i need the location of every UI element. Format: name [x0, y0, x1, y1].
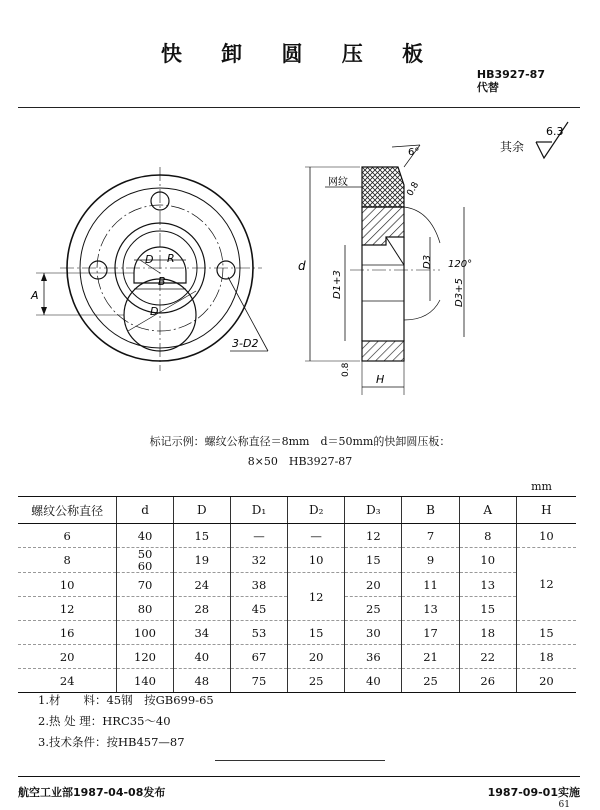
- technical-drawing: [0, 125, 600, 425]
- header-D: D: [173, 497, 230, 524]
- label-front-D-lower: D: [150, 305, 159, 318]
- cell-thread: 10: [18, 573, 117, 597]
- label-roughness-08: 0.8: [341, 362, 351, 377]
- cell-D1: 32: [230, 548, 287, 573]
- section-hatch-upper: [362, 207, 404, 245]
- front-view: [30, 167, 268, 371]
- cell-D3: 25: [345, 597, 402, 621]
- header-D2: D₂: [288, 497, 345, 524]
- cell-D3: 40: [345, 669, 402, 693]
- label-H: H: [376, 373, 385, 386]
- cell-H: 12: [516, 548, 576, 621]
- cell-d-value: 60: [137, 559, 153, 573]
- cell-D1: 53: [230, 621, 287, 645]
- cell-d-value: 50: [137, 547, 153, 561]
- table-row: [18, 645, 576, 669]
- cell-B: 25: [402, 669, 459, 693]
- note-heat-treatment: 2.热 处 理：HRC35～40: [38, 714, 171, 728]
- surface-roughness-text: 其余: [500, 140, 525, 154]
- cell-D3: 30: [345, 621, 402, 645]
- label-front-A: A: [31, 289, 39, 302]
- cell-thread: 20: [18, 645, 117, 669]
- table-row: [18, 548, 576, 573]
- cell-D2: 25: [288, 669, 345, 693]
- cell-A: 22: [459, 645, 516, 669]
- cell-D1: 75: [230, 669, 287, 693]
- cell-thread: 8: [18, 548, 117, 573]
- section-hatch-lower: [362, 341, 404, 361]
- cell-A: 10: [459, 548, 516, 573]
- technical-notes: [38, 690, 214, 753]
- marking-example-line1: 标记示例：螺纹公称直径＝8mm d＝50mm的快卸圆压板：: [149, 435, 451, 448]
- cell-D1: 67: [230, 645, 287, 669]
- table-header-row: [18, 497, 576, 524]
- marking-example-line2: 8×50 HB3927-87: [247, 455, 353, 468]
- cell-A: 8: [459, 524, 516, 548]
- header-A: A: [459, 497, 516, 524]
- cell-D: 40: [173, 645, 230, 669]
- table-row: [18, 573, 576, 597]
- notes-end-rule: [215, 760, 385, 761]
- cell-D3: 12: [345, 524, 402, 548]
- page-title: 快 卸 圆 压 板: [160, 42, 440, 66]
- cell-D1: —: [230, 524, 287, 548]
- cell-B: 7: [402, 524, 459, 548]
- cell-H: 10: [516, 524, 576, 548]
- cell-D2: 10: [288, 548, 345, 573]
- cell-D: 15: [173, 524, 230, 548]
- cell-H: 20: [516, 669, 576, 693]
- knurl-region: [362, 167, 404, 207]
- cell-A: 13: [459, 573, 516, 597]
- cell-d: 70: [117, 573, 173, 597]
- cell-d: 100: [117, 621, 173, 645]
- header-D1: D₁: [230, 497, 287, 524]
- cell-D: 28: [173, 597, 230, 621]
- cell-d: [117, 548, 173, 573]
- label-knurl: 网纹: [328, 177, 348, 188]
- label-chamfer: 0.8: [405, 180, 422, 198]
- label-front-R: R: [167, 252, 175, 265]
- table-row: [18, 621, 576, 645]
- note-tech-conditions: 3.技术条件：按HB457—87: [38, 735, 185, 749]
- label-120: 120°: [448, 259, 473, 270]
- cell-D2: —: [288, 524, 345, 548]
- cell-D3: 20: [345, 573, 402, 597]
- label-front-3D2: 3-D2: [232, 337, 259, 350]
- cell-A: 26: [459, 669, 516, 693]
- cell-D3: 36: [345, 645, 402, 669]
- cell-B: 9: [402, 548, 459, 573]
- cell-D3: 15: [345, 548, 402, 573]
- effective-date: 1987-09-01实施: [487, 786, 580, 799]
- cell-thread: 6: [18, 524, 117, 548]
- cell-D1: 45: [230, 597, 287, 621]
- header-H: H: [516, 497, 576, 524]
- cell-D2: 20: [288, 645, 345, 669]
- cell-A: 18: [459, 621, 516, 645]
- cell-D2: 12: [288, 573, 345, 621]
- bolt-hole-right: [217, 261, 235, 279]
- unit-label: mm: [531, 480, 552, 493]
- cell-D2: 15: [288, 621, 345, 645]
- issue-date: 航空工业部1987-04-08发布: [18, 786, 166, 799]
- side-view: [298, 145, 472, 395]
- cell-D: 48: [173, 669, 230, 693]
- label-D3: D3: [422, 254, 433, 269]
- cell-B: 13: [402, 597, 459, 621]
- cell-D: 24: [173, 573, 230, 597]
- spec-table: [18, 496, 576, 693]
- cell-H: 18: [516, 645, 576, 669]
- roughness-value: 6.3: [546, 125, 564, 138]
- note-material: 1.材 料：45钢 按GB699-65: [38, 693, 214, 707]
- cell-H: 15: [516, 621, 576, 645]
- table-row: [18, 669, 576, 693]
- cell-D: 19: [173, 548, 230, 573]
- cell-B: 11: [402, 573, 459, 597]
- header-d: d: [117, 497, 173, 524]
- bolt-hole-left: [89, 261, 107, 279]
- label-D5: D3+5: [454, 278, 465, 307]
- label-front-D: D: [145, 253, 154, 266]
- header-thread: 螺纹公称直径: [18, 497, 117, 524]
- cell-B: 21: [402, 645, 459, 669]
- header-B: B: [402, 497, 459, 524]
- cell-B: 17: [402, 621, 459, 645]
- cell-d: 120: [117, 645, 173, 669]
- cell-d: 40: [117, 524, 173, 548]
- cell-thread: 12: [18, 597, 117, 621]
- header-D3: D₃: [345, 497, 402, 524]
- header-rule: [18, 107, 580, 108]
- label-d: d: [298, 259, 306, 273]
- cell-A: 15: [459, 597, 516, 621]
- marking-example: [0, 432, 600, 472]
- table-row: [18, 524, 576, 548]
- label-front-B: B: [158, 275, 166, 288]
- footer: [18, 776, 580, 800]
- label-angle-top: 6°: [408, 147, 420, 158]
- cell-d: 140: [117, 669, 173, 693]
- cell-D1: 38: [230, 573, 287, 597]
- standard-number: HB3927-87: [476, 68, 545, 81]
- label-D1: D1+3: [332, 270, 343, 299]
- cell-d: 80: [117, 597, 173, 621]
- cell-thread: 16: [18, 621, 117, 645]
- page-number: 61: [558, 800, 570, 810]
- cell-thread: 24: [18, 669, 117, 693]
- standard-number-block: [477, 68, 545, 94]
- cell-D: 34: [173, 621, 230, 645]
- replaces-label: 代替: [476, 81, 499, 94]
